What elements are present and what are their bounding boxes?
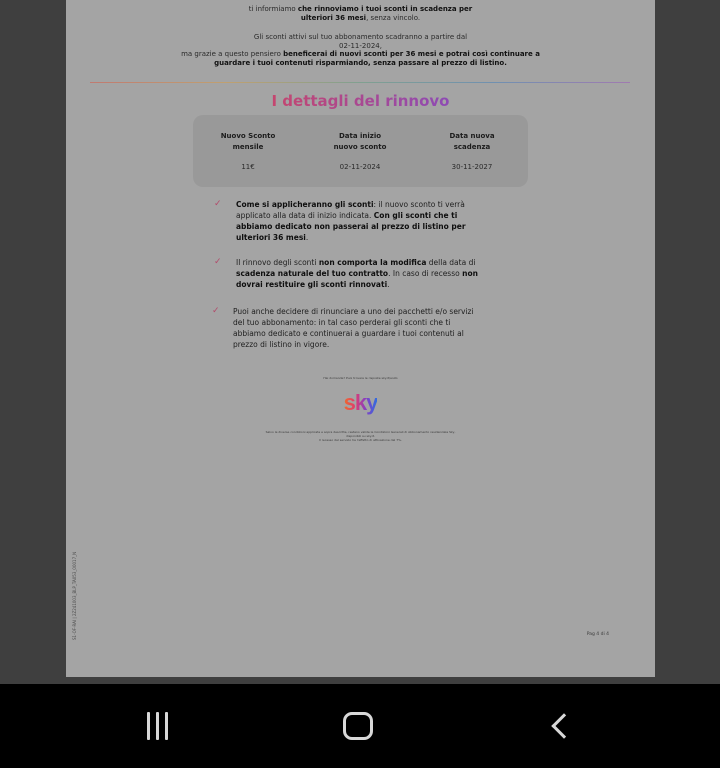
footnote-line: Il recesso dal servizio ha l'effetto di attivazione del 7%. — [319, 438, 402, 442]
intro-text: , senza vincolo. — [366, 13, 421, 22]
bullet-span: . In caso di recesso — [388, 269, 463, 278]
bullet-span: Il rinnovo degli sconti — [236, 258, 319, 267]
header-line: Data inizio — [338, 132, 382, 140]
column-monthly-discount — [193, 131, 303, 171]
recents-button[interactable] — [127, 706, 187, 746]
bullet-text — [236, 199, 481, 243]
header-line: nuovo sconto — [333, 143, 387, 151]
bullet-span: . — [387, 280, 390, 289]
header-line: Data nuova — [449, 132, 495, 140]
bullet-bold: non comporta la modifica — [318, 258, 427, 267]
home-button[interactable] — [328, 706, 388, 746]
page-number: Pag 4 di 4 — [586, 632, 609, 637]
logo-text: sky — [343, 390, 378, 415]
footnote-line: Salvo le diverse condizioni applicate e sopra descritte, restano valide le Condizioni Generali di Abbonamento residenziale Sky, — [265, 430, 456, 434]
column-start-date — [305, 131, 415, 171]
intro-paragraph-1 — [66, 5, 655, 22]
column-header — [305, 131, 415, 153]
bullet-bold: Come si applicheranno gli sconti — [236, 200, 374, 209]
back-icon — [551, 713, 576, 738]
intro-bold: che rinnoviamo i tuoi sconti in scadenza per — [297, 5, 473, 13]
intro-bold: guardare i tuoi contenuti risparmiando, senza passare al prezzo di listino. — [214, 58, 507, 67]
check-icon: ✓ — [214, 199, 222, 209]
check-icon: ✓ — [214, 257, 222, 267]
section-title: I dettagli del rinnovo — [66, 92, 655, 110]
recents-icon — [147, 712, 168, 740]
intro-bold: ulteriori 36 mesi — [300, 13, 367, 22]
header-line: scadenza — [453, 143, 491, 151]
bullet-span: : il nuovo sconto ti verrà applicato alla data di inizio indicata. — [236, 200, 465, 220]
intro-paragraph-2 — [66, 33, 655, 67]
header-line: mensile — [232, 143, 264, 151]
bullet-text — [236, 257, 481, 290]
column-value: 02-11-2024 — [339, 163, 381, 171]
bullet-span: . — [305, 233, 309, 242]
bullet-text — [233, 306, 478, 350]
home-icon — [343, 712, 373, 740]
column-header — [417, 131, 527, 153]
intro-bold: beneficerai di nuovi sconti per 36 mesi e potrai così continuare a — [283, 50, 540, 58]
renewal-details-card — [193, 115, 528, 187]
column-header — [193, 131, 303, 153]
bullet-span: della data di — [426, 258, 476, 267]
intro-text: ti informiamo — [248, 5, 298, 13]
intro-text: ma grazie a questo pensiero — [181, 50, 284, 58]
document-side-code: S1-OF-RAI | 2Z241003_BLP_TA053_00017_N — [72, 551, 77, 640]
back-button[interactable] — [530, 706, 590, 746]
bullet-bold: non dovrai restituire gli sconti rinnovati — [236, 269, 478, 289]
sky-logo — [66, 390, 655, 416]
bullet-span: Puoi anche decidere di rinunciare a uno dei pacchetti e/o servizi del tuo abbonamento: in tal caso perderai gli sconti che ti abbiamo dedicato e continuerai a guardare i tuoi contenuti al prezzo di listino in vigore. — [233, 307, 474, 349]
column-value: 11€ — [241, 163, 255, 171]
header-line: Nuovo Sconto — [220, 132, 276, 140]
intro-text: Gli sconti attivi sul tuo abbonamento scadranno a partire dal — [253, 33, 468, 41]
bullet-bold: scadenza naturale del tuo contratto — [236, 269, 389, 278]
gradient-divider — [90, 82, 630, 83]
column-value: 30-11-2027 — [451, 163, 493, 171]
android-navigation-bar — [0, 684, 720, 768]
document-page — [66, 0, 655, 677]
column-expiry-date — [417, 131, 527, 171]
intro-text: 02-11-2024, — [339, 41, 382, 50]
help-footnote: Hai domande? Puoi trovare le risposte sky.it/aiuto — [323, 376, 398, 380]
conditions-footnote — [66, 430, 655, 442]
footnote-line: disponibili su sky.it. — [345, 434, 375, 438]
check-icon: ✓ — [212, 306, 220, 316]
bullet-bold: Con gli sconti che ti abbiamo dedicato non passerai al prezzo di listino per ulteriori 36 mesi — [236, 211, 466, 242]
